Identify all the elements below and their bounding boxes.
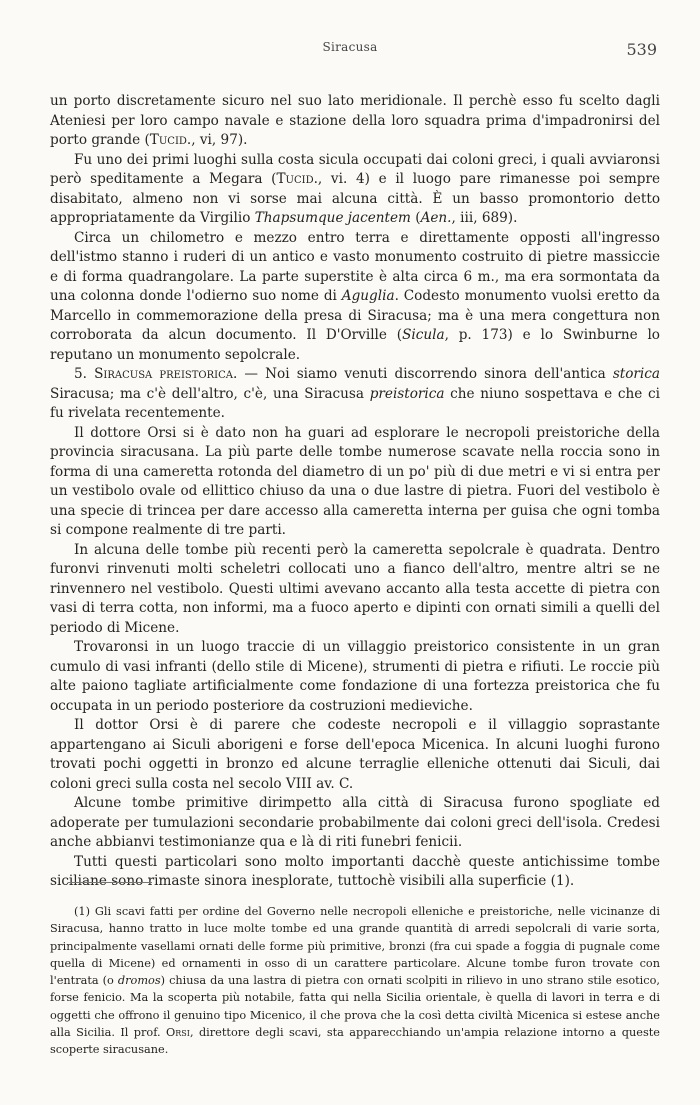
body-text xyxy=(50,92,660,892)
paragraph-porto: un porto discretamente sicuro nel suo lato meridionale. Il perchè esso fu scelto dagli Ateniesi per loro campo navale e stazione della loro squadra prima d'impadronirsi del porto grande (Tucid., vi, 97). xyxy=(50,93,660,148)
paragraph-villaggio: Trovaronsi in un luogo traccie di un villaggio preistorico consistente in un gran cumulo di vasi infranti (dello stile di Micene), strumenti di pietra e rifiuti. Le roccie più alte paiono tagliate artificialmente come fondazione di una fortezza preistorica che fu occupata in un periodo posteriore da costruzioni medieviche. xyxy=(50,639,660,714)
paragraph-tombe-primitive: Alcune tombe primitive dirimpetto alla città di Siracusa furono spogliate ed adoperate per tumulazioni secondarie probabilmente dai coloni greci dell'isola. Credesi anche abbianvi testimonianze qua e là di riti funebri fenicii. xyxy=(50,795,660,850)
paragraph-siracusa-preistorica: 5. Siracusa preistorica. — Noi siamo venuti discorrendo sinora dell'antica storica Siracusa; ma c'è dell'altro, c'è, una Siracusa preistorica che niuno sospettava e che ci fu rivelata recentemente. xyxy=(50,366,660,421)
footnote-divider xyxy=(68,882,152,883)
paragraph-aguglia: Circa un chilometro e mezzo entro terra e direttamente opposti all'ingresso dell'istmo stanno i ruderi di un antico e vasto monumento costruito di pietre massiccie e di forma quadrangolare. La parte superstite è alta circa 6 m., ma era sormontata da una colonna donde l'odierno suo nome di Aguglia. Codesto monumento vuolsi eretto da Marcello in commemorazione della presa di Siracusa; ma è una mera congettura non corroborata da alcun documento. Il D'Orville (Sicula, p. 173) e lo Swinburne lo reputano un monumento sepolcrale. xyxy=(50,229,660,363)
paragraph-tombe-recenti: In alcuna delle tombe più recenti però la cameretta sepolcrale è quadrata. Dentro furonvi rinvenuti molti scheletri collocati uno a fianco dell'altro, mentre altri se ne rinvennero nel vestibolo. Questi ultimi avevano accanto alla testa accette di pietra con vasi di terra cotta, non informi, ma a fuoco aperto e dipinti con ornati simili a quelli del periodo di Micene. xyxy=(50,541,660,636)
running-title: Siracusa xyxy=(322,40,378,54)
paragraph-particolari: Tutti questi particolari sono molto importanti dacchè queste antichissime tombe siciliane sono rimaste sinora inesplorate, tuttochè visibili alla superficie (1). xyxy=(50,853,660,889)
page-header xyxy=(0,40,700,60)
paragraph-megara: Fu uno dei primi luoghi sulla costa sicula occupati dai coloni greci, i quali avviaronsi però speditamente a Megara (Tucid., vi. 4) e il luogo pare rimanesse poi sempre disabitato, almeno non vi sorse mai alcuna città. È un basso promontorio detto appropriatamente da Virgilio Thapsumque jacentem (Aen., iii, 689). xyxy=(50,151,660,226)
section-heading: Siracusa preistorica xyxy=(94,366,233,382)
paragraph-siculi: Il dottor Orsi è di parere che codeste necropoli e il villaggio soprastante appartengano ai Siculi aborigeni e forse dell'epoca Micenica. In alcuni luoghi furono trovati pochi oggetti in bronzo ed alcune terraglie elleniche ottenuti dai Siculi, dai coloni greci sulla costa nel secolo VIII av. C. xyxy=(50,717,660,792)
page-number: 539 xyxy=(626,40,657,59)
footnote: (1) Gli scavi fatti per ordine del Governo nelle necropoli elleniche e preistoriche, nelle vicinanze di Siracusa, hanno tratto in luce molte tombe ed una grande quantità di arredi sepolcrali di varie sorta, principalmente vasellami ornati delle forme più primitive, bronzi (fra cui spade a foggia di pugnale come quella di Micene) ed ornamenti in osso di un carattere particolare. Alcune tombe furon trovate con l'entrata (o dromos) chiusa da una lastra di pietra con ornati scolpiti in rilievo in uno strano stile esotico, forse fenicio. Ma la scoperta più notabile, fatta qui nella Sicilia orientale, è quella di lavori in terra e di oggetti che offrono il genuino tipo Micenico, il che prova che la così detta civiltà Micenica si estese anche alla Sicilia. Il prof. Orsi, direttore degli scavi, sta apparecchiando un'ampia relazione intorno a queste scoperte siracusane. xyxy=(50,905,660,1057)
paragraph-orsi-necropoli: Il dottore Orsi si è dato non ha guari ad esplorare le necropoli preistoriche della provincia siracusana. La più parte delle tombe numerose scavate nella roccia sono in forma di una cameretta rotonda del diametro di un po' più di due metri e vi si entra per un vestibolo ovale od ellittico chiuso da una o due lastre di pietra. Fuori del vestibolo è una specie di trincea per dare accesso alla cameretta interna per guisa che ogni tomba si compone realmente di tre parti. xyxy=(50,424,660,538)
